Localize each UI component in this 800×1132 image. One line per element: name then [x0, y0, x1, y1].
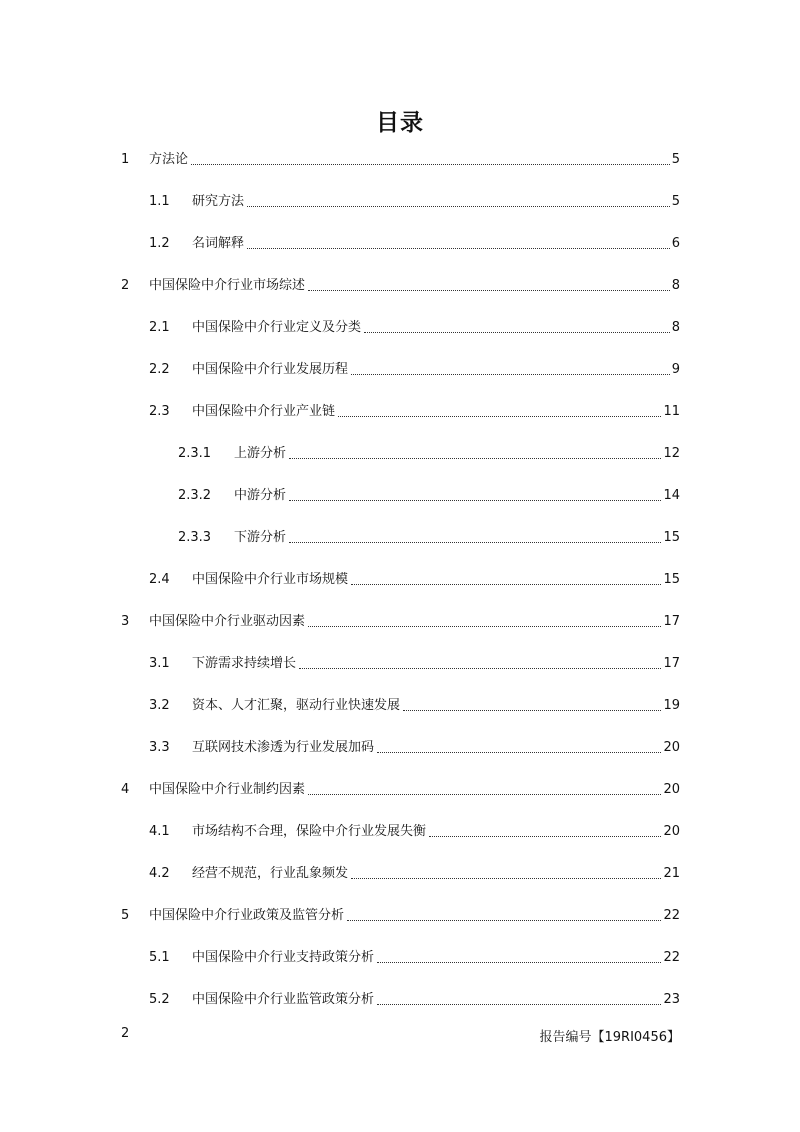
- toc-entry[interactable]: [149, 570, 680, 590]
- toc-entry-page: 22: [663, 908, 680, 923]
- toc-entry-page: 20: [663, 782, 680, 797]
- toc-entry-title: 中国保险中介行业政策及监管分析: [149, 908, 345, 923]
- toc-entry[interactable]: [178, 486, 680, 506]
- toc-entry-page: 19: [663, 698, 680, 713]
- toc-entry-page: 8: [671, 320, 680, 335]
- toc-entry-page: 21: [663, 866, 680, 881]
- toc-entry[interactable]: [121, 906, 680, 926]
- toc-entry-number: 2.3.1: [178, 446, 212, 461]
- toc-dot-leader: [299, 668, 661, 669]
- toc-entry-number: 2: [121, 278, 130, 293]
- toc-entry[interactable]: [121, 612, 680, 632]
- toc-entry-number: 4.1: [149, 824, 170, 839]
- toc-entry-title: 上游分析: [234, 446, 287, 461]
- toc-dot-leader: [308, 290, 670, 291]
- toc-entry-title: 互联网技术渗透为行业发展加码: [192, 740, 375, 755]
- toc-entry-page: 23: [663, 992, 680, 1007]
- toc-entry-number: 4.2: [149, 866, 170, 881]
- toc-entry-title: 中国保险中介行业定义及分类: [192, 320, 362, 335]
- toc-dot-leader: [308, 626, 661, 627]
- toc-dot-leader: [347, 920, 661, 921]
- toc-entry-page: 6: [671, 236, 680, 251]
- toc-entry-page: 5: [671, 152, 680, 167]
- toc-entry[interactable]: [149, 402, 680, 422]
- toc-entry-page: 14: [663, 488, 680, 503]
- toc-entry-number: 1.1: [149, 194, 170, 209]
- toc-entry-title: 中国保险中介行业市场规模: [192, 572, 349, 587]
- toc-entry-page: 9: [671, 362, 680, 377]
- toc-entry[interactable]: [121, 276, 680, 296]
- toc-entry-number: 2.3: [149, 404, 170, 419]
- toc-entry-title: 经营不规范，行业乱象频发: [192, 866, 349, 881]
- toc-dot-leader: [289, 458, 661, 459]
- toc-entry-page: 15: [663, 530, 680, 545]
- toc-dot-leader: [338, 416, 661, 417]
- toc-entry-title: 研究方法: [192, 194, 245, 209]
- toc-dot-leader: [247, 248, 670, 249]
- toc-entry-number: 3.3: [149, 740, 170, 755]
- toc-entry-number: 5: [121, 908, 130, 923]
- toc-entry-number: 2.4: [149, 572, 170, 587]
- toc-dot-leader: [289, 500, 661, 501]
- toc-entry[interactable]: [121, 150, 680, 170]
- toc-entry[interactable]: [121, 780, 680, 800]
- toc-dot-leader: [377, 962, 661, 963]
- toc-entry-title: 中游分析: [234, 488, 287, 503]
- toc-entry-page: 11: [663, 404, 680, 419]
- toc-entry[interactable]: [149, 990, 680, 1010]
- toc-entry[interactable]: [178, 444, 680, 464]
- toc-entry-title: 资本、人才汇聚，驱动行业快速发展: [192, 698, 401, 713]
- toc-entry-page: 22: [663, 950, 680, 965]
- toc-entry[interactable]: [149, 864, 680, 884]
- page-title: 目录: [376, 110, 424, 136]
- toc-dot-leader: [351, 878, 661, 879]
- toc-dot-leader: [403, 710, 661, 711]
- toc-dot-leader: [247, 206, 670, 207]
- toc-entry-number: 3: [121, 614, 130, 629]
- toc-entry-title: 下游分析: [234, 530, 287, 545]
- toc-entry-number: 2.3.2: [178, 488, 212, 503]
- toc-entry-number: 1: [121, 152, 130, 167]
- toc-entry-title: 中国保险中介行业监管政策分析: [192, 992, 375, 1007]
- toc-entry-number: 2.1: [149, 320, 170, 335]
- toc-entry-title: 中国保险中介行业制约因素: [149, 782, 306, 797]
- toc-entry[interactable]: [149, 654, 680, 674]
- toc-entry-number: 5.2: [149, 992, 170, 1007]
- toc-entry-title: 名词解释: [192, 236, 245, 251]
- toc-entry-page: 20: [663, 824, 680, 839]
- toc-entry-number: 3.1: [149, 656, 170, 671]
- toc-entry-page: 15: [663, 572, 680, 587]
- toc-dot-leader: [351, 374, 670, 375]
- toc-entry-title: 中国保险中介行业市场综述: [149, 278, 306, 293]
- toc-entry[interactable]: [149, 738, 680, 758]
- toc-entry-title: 中国保险中介行业驱动因素: [149, 614, 306, 629]
- toc-entry-number: 1.2: [149, 236, 170, 251]
- toc-entry-number: 5.1: [149, 950, 170, 965]
- toc-dot-leader: [308, 794, 661, 795]
- toc-dot-leader: [289, 542, 661, 543]
- toc-dot-leader: [377, 1004, 661, 1005]
- toc-dot-leader: [377, 752, 661, 753]
- toc-entry-page: 12: [663, 446, 680, 461]
- toc-entry[interactable]: [149, 360, 680, 380]
- toc-entry[interactable]: [149, 318, 680, 338]
- toc-entry[interactable]: [149, 822, 680, 842]
- footer-page-number: 2: [121, 1026, 130, 1041]
- toc-entry-title: 方法论: [149, 152, 189, 167]
- toc-entry-title: 市场结构不合理，保险中介行业发展失衡: [192, 824, 427, 839]
- toc-entry-page: 17: [663, 614, 680, 629]
- toc-entry-page: 8: [671, 278, 680, 293]
- toc-entry[interactable]: [149, 948, 680, 968]
- toc-dot-leader: [429, 836, 661, 837]
- toc-entry-page: 17: [663, 656, 680, 671]
- toc-dot-leader: [364, 332, 670, 333]
- toc-entry[interactable]: [178, 528, 680, 548]
- toc-entry-number: 3.2: [149, 698, 170, 713]
- toc-entry[interactable]: [149, 234, 680, 254]
- toc-dot-leader: [351, 584, 661, 585]
- toc-entry-number: 2.2: [149, 362, 170, 377]
- toc-entry-title: 中国保险中介行业支持政策分析: [192, 950, 375, 965]
- toc-entry-page: 5: [671, 194, 680, 209]
- footer-report-id: 报告编号【19RI0456】: [539, 1030, 680, 1045]
- toc-entry-number: 2.3.3: [178, 530, 212, 545]
- toc-entry-number: 4: [121, 782, 130, 797]
- toc-entry-page: 20: [663, 740, 680, 755]
- toc-entry[interactable]: [149, 192, 680, 212]
- toc-entry-title: 中国保险中介行业发展历程: [192, 362, 349, 377]
- toc-entry[interactable]: [149, 696, 680, 716]
- toc-dot-leader: [191, 164, 670, 165]
- toc-entry-title: 下游需求持续增长: [192, 656, 297, 671]
- toc-entry-title: 中国保险中介行业产业链: [192, 404, 336, 419]
